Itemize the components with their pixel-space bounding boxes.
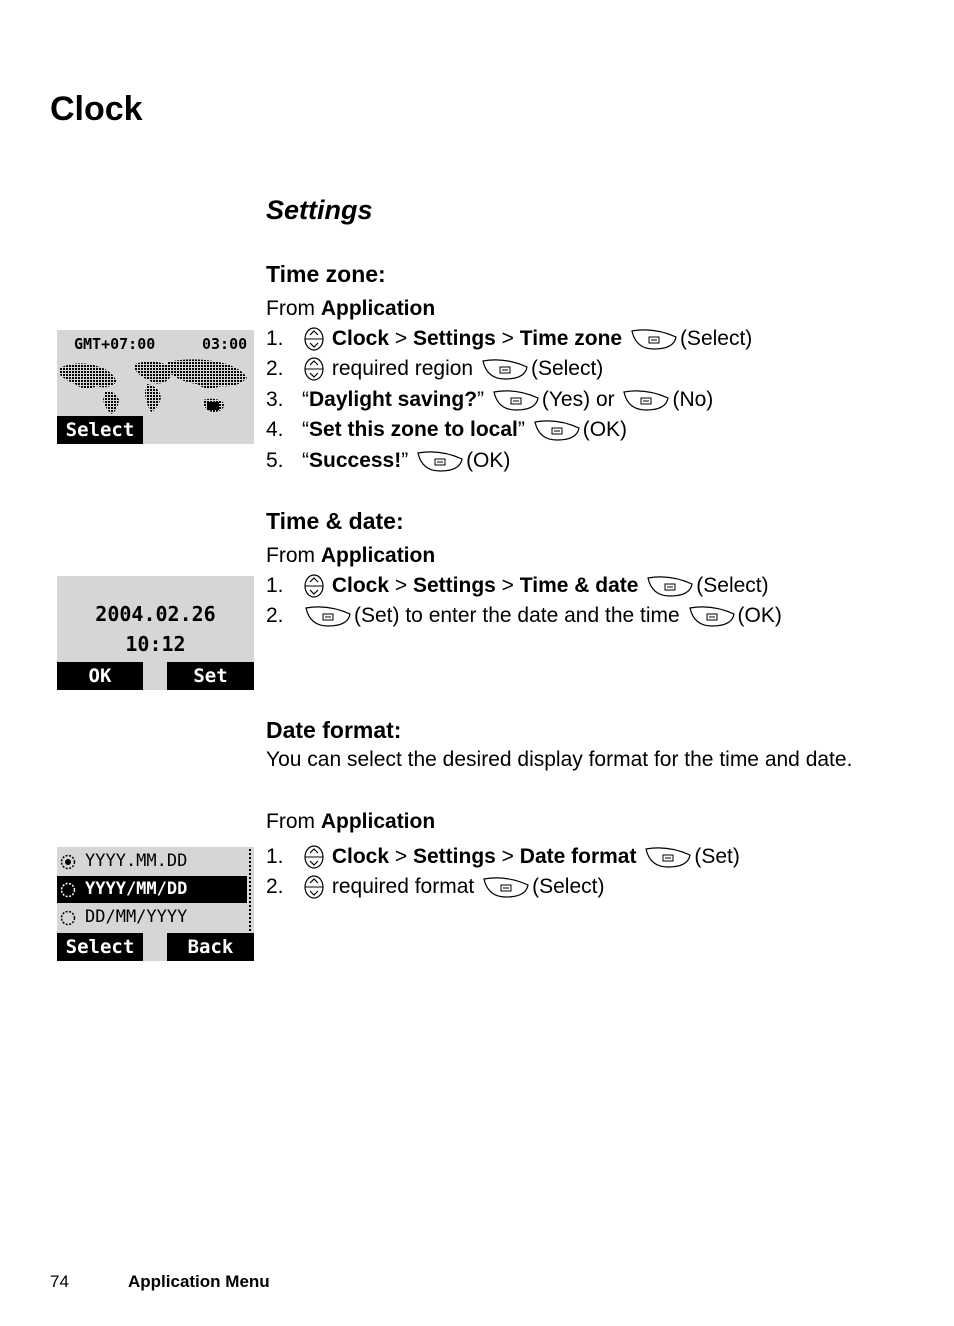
radio-unselected-icon: [60, 882, 76, 898]
timezone-screen: [57, 330, 254, 444]
timedate-step-1: 1. Clock > Settings > Time & date (Select): [266, 574, 769, 597]
soft-key-icon: [622, 388, 670, 412]
soft-key-icon: [630, 327, 678, 351]
timedate-heading: Time & date:: [266, 508, 404, 534]
page-number: 74: [50, 1272, 69, 1291]
soft-key-icon: [492, 388, 540, 412]
timezone-step-5: 5. “Success!” (OK): [266, 449, 511, 472]
timedate-time-display: 10:12: [125, 632, 186, 656]
timezone-step-1: 1. Clock > Settings > Time zone (Select): [266, 327, 753, 350]
nav-key-icon: [304, 327, 324, 351]
radio-selected-icon: [60, 854, 76, 870]
soft-key-icon: [482, 875, 530, 899]
soft-key-icon: [644, 845, 692, 869]
dateformat-softbar: [57, 933, 254, 961]
dateformat-screen: [57, 847, 254, 961]
dateformat-description: You can select the desired display format for the time and date.: [266, 748, 853, 771]
timezone-gmt-label: GMT+07:00: [74, 335, 156, 353]
dateformat-step-1: 1. Clock > Settings > Date format (Set): [266, 845, 740, 868]
timedate-date-display: 2004.02.26: [95, 602, 216, 626]
timezone-from: From Application: [266, 297, 436, 320]
timezone-step-3: 3. “Daylight saving?” (Yes) or (No): [266, 388, 714, 411]
timezone-heading: Time zone:: [266, 261, 386, 287]
dateformat-heading: Date format:: [266, 717, 402, 743]
timedate-step-2: 2. (Set) to enter the date and the time (OK): [266, 604, 782, 627]
timedate-ok-softkey[interactable]: OK: [57, 662, 143, 690]
soft-key-icon: [481, 357, 529, 381]
soft-key-icon: [304, 604, 352, 628]
page-title: Clock: [50, 90, 143, 128]
timedate-softbar: [57, 662, 254, 690]
dateformat-option-1[interactable]: YYYY.MM.DD: [57, 849, 247, 875]
nav-key-icon: [304, 357, 324, 381]
scrollbar[interactable]: [249, 849, 253, 931]
dateformat-option-2[interactable]: YYYY/MM/DD: [57, 876, 247, 903]
dateformat-back-softkey[interactable]: Back: [167, 933, 254, 961]
soft-key-icon: [416, 449, 464, 473]
timedate-screen: [57, 576, 254, 690]
timezone-softbar: [57, 416, 254, 444]
section-subtitle: Settings: [266, 195, 373, 225]
dateformat-option-3[interactable]: DD/MM/YYYY: [57, 905, 247, 931]
timezone-step-2: 2. required region (Select): [266, 357, 604, 380]
soft-key-icon: [533, 418, 581, 442]
nav-key-icon: [304, 845, 324, 869]
dateformat-step-2: 2. required format (Select): [266, 875, 605, 898]
dateformat-from: From Application: [266, 810, 436, 833]
nav-key-icon: [304, 574, 324, 598]
nav-key-icon: [304, 875, 324, 899]
timezone-clock-label: 03:00: [202, 335, 248, 353]
timedate-set-softkey[interactable]: Set: [167, 662, 254, 690]
radio-unselected-icon: [60, 910, 76, 926]
timezone-select-softkey[interactable]: Select: [57, 416, 143, 444]
dateformat-select-softkey[interactable]: Select: [57, 933, 143, 961]
soft-key-icon: [688, 604, 736, 628]
footer-label: Application Menu: [128, 1272, 270, 1291]
timedate-from: From Application: [266, 544, 436, 567]
soft-key-icon: [646, 574, 694, 598]
timezone-step-4: 4. “Set this zone to local” (OK): [266, 418, 628, 441]
world-map-icon: [57, 356, 254, 416]
